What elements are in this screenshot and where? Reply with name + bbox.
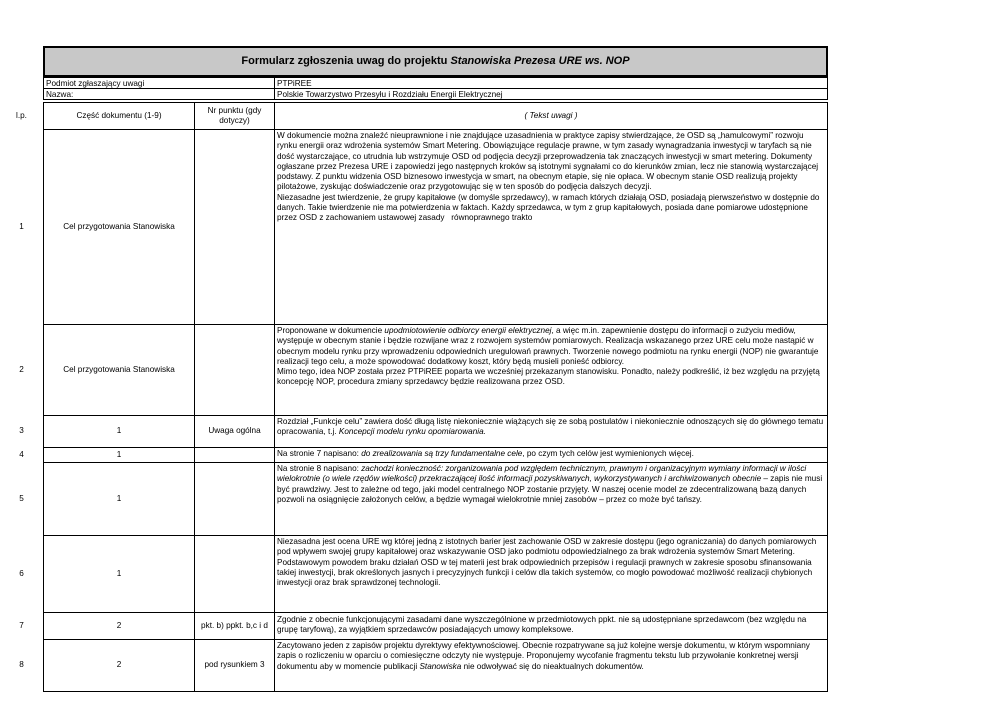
submitter-value: PTPiREE	[274, 77, 828, 89]
row-part: 2	[43, 639, 195, 692]
row-part: 1	[43, 462, 195, 536]
header-part: Część dokumentu (1-9)	[43, 102, 195, 130]
row-text: Na stronie 7 napisano: do zrealizowania są trzy fundamentalne cele, po czym tych celów jest wymienionych więcej.	[274, 447, 828, 463]
row-text: W dokumencie można znaleźć nieuprawnione i nie znajdujące uzasadnienia w praktyce zapisy stwierdzające, że OSD są „hamulcowymi” rozwoju rynku energii oraz wdrożenia systemów Smart Metering. Obowiązujące regulacje prawne, w tym zasady wynagradzania inwestycji w taryfach są nie dość wystarczające, co utrudnia lub wstrzymuje OSD od podjęcia decyzji przeprowadzenia tak znaczących inwestycji w smart metering. Dokumenty ogłaszane przez Prezesa URE i zapowiedzi jego następnych kroków są istotnymi sygnałami co do kierunków zmian, lecz nie stanowią wystarczającej podstawy. Z punktu widzenia OSD biznesowo inwestycja w smart, na obecnym etapie, się nie opłaca. W obecnym stanie OSD realizują projekty pilotażowe, zyskując doświadczenie oraz przygotowując się w ten sposób do podjęcia dalszych decyzji. Niezasadne jest twierdzenie, że grupy kapitałowe (w domyśle sprzedawcy), w ramach których działają OSD, posiadają pierwszeństwo w dostępnie do danych. Takie twierdzenie nie ma potwierdzenia w faktach. Każdy sprzedawca, w tym z grup kapitałowych, posiada dane pomiarowe udostępnione przez OSD z zachowaniem ustawowej zasady równoprawnego trakto	[274, 129, 828, 325]
row-lp: 5	[19, 493, 24, 503]
row-lp: 1	[19, 221, 24, 231]
row-text: Rozdział „Funkcje celu” zawiera dość długą listę niekoniecznie wiążących się ze sobą postulatów i niekoniecznie odnoszących się do głównego tematu opracowania, t.j. Koncepcji modelu rynku opomiarowania.	[274, 415, 828, 448]
row-lp: 7	[19, 620, 24, 630]
row-text: Zgodnie z obecnie funkcjonującymi zasadami dane wyszczególnione w przedmiotowych ppkt. nie są udostępniane sprzedawcom (bez względu na grupę taryfową), za wyjątkiem sprzedawców posiadających umowy kompleksowe.	[274, 612, 828, 640]
row-text: Na stronie 8 napisano: zachodzi konieczność: zorganizowania pod względem technicznym, prawnym i organizacyjnym wymiany informacji w ilości wielokrotnie (o wiele rzędów wielkości) przekraczającej ilość informacji pozyskiwanych, wykorzystywanych i archiwizowanych obecnie – zapis nie musi być prawdziwy. Jest to zależne od tego, jaki model centralnego NOP zostanie przyjęty. W naszej ocenie model ze zdecentralizowaną bazą danych pozwoli na osiągnięcie założonych celów, a będzie wymagał wielokrotnie mniej zasobów – przez co może być tańszy.	[274, 462, 828, 536]
row-part: 1	[43, 535, 195, 613]
submitter-label: Podmiot zgłaszający uwagi	[43, 77, 275, 89]
name-value: Polskie Towarzystwo Przesyłu i Rozdziału Energii Elektrycznej	[274, 88, 828, 100]
header-text	[274, 102, 828, 130]
row-point: Uwaga ogólna	[194, 415, 275, 448]
row-point: pod rysunkiem 3	[194, 639, 275, 692]
form-title-prefix: Formularz zgłoszenia uwag do projektu	[241, 55, 451, 68]
row-part: 2	[43, 612, 195, 640]
form-title	[43, 46, 828, 77]
row-text: Proponowane w dokumencie upodmiotowienie odbiorcy energii elektrycznej, a więc m.in. zapewnienie dostępu do informacji o zużyciu mediów, występuje w obecnym stanie i będzie rozwijane wraz z rozwojem systemów pomiarowych. Realizacja wskazanego przez URE celu może nastąpić w obecnym modelu rynku przy wprowadzeniu odpowiednich uregulowań prawnych. Tworzenie nowego podmiotu na rynku energii (NOP) nie gwarantuje realizacji tego celu, a może spowodować dodatkowy koszt, który będą musieli ponieść odbiorcy. Mimo tego, idea NOP została przez PTPiREE poparta we wcześniej przekazanym stanowisku. Ponadto, należy podkreślić, iż bez względu na przyjętą koncepcję NOP, procedura zmiany sprzedawcy będzie realizowana przez OSD.	[274, 324, 828, 416]
row-part: Cel przygotowania Stanowiska	[43, 129, 195, 325]
header-lp: l.p.	[16, 110, 27, 120]
form-title-italic: Stanowiska Prezesa URE ws. NOP	[450, 55, 630, 68]
row-text: Zacytowano jeden z zapisów projektu dyrektywy efektywnościowej. Obecnie rozpatrywane są już kolejne wersje dokumentu, w którym wspomniany zapis o rozliczeniu w oparciu o comiesięczne odczyty nie występuje. Proponujemy wycofanie fragmentu tekstu lub przywołanie konkretnej wersji dokumentu aby w momencie publikacji Stanowiska nie odwoływać się do nieaktualnych dokumentów.	[274, 639, 828, 692]
row-lp: 3	[19, 426, 24, 436]
row-lp: 6	[19, 568, 24, 578]
row-point	[194, 129, 275, 325]
row-point	[194, 462, 275, 536]
row-part: 1	[43, 447, 195, 463]
name-label: Nazwa:	[43, 88, 275, 100]
row-lp: 8	[19, 660, 24, 670]
row-point: pkt. b) ppkt. b,c i d	[194, 612, 275, 640]
row-part: Cel przygotowania Stanowiska	[43, 324, 195, 416]
header-text-label: ( Tekst uwagi )	[524, 110, 578, 120]
row-lp: 4	[19, 449, 24, 459]
row-lp: 2	[19, 364, 24, 374]
row-point	[194, 535, 275, 613]
row-text: Niezasadna jest ocena URE wg której jedną z istotnych barier jest zachowanie OSD w zakresie dostępu (jego ograniczania) do danych pomiarowych pod wpływem swojej grupy kapitałowej oraz wskazywanie OSD jako podmiotu odpowiedzialnego za brak wdrożenia systemów Smart Metering. Podstawowym powodem braku działań OSD w tej materii jest brak odpowiednich przepisów i regulacji prawnych w zakresie sposobu sfinansowania takiej inwestycji, brak określonych jasnych i precyzyjnych funkcji i celów dla takich systemów, co mogło powodować możliwość realizacji chybionych inwestycji oraz brak sprawdzonej technologii.	[274, 535, 828, 613]
row-point	[194, 447, 275, 463]
row-part: 1	[43, 415, 195, 448]
header-point: Nr punktu (gdy dotyczy)	[194, 102, 275, 130]
row-point	[194, 324, 275, 416]
